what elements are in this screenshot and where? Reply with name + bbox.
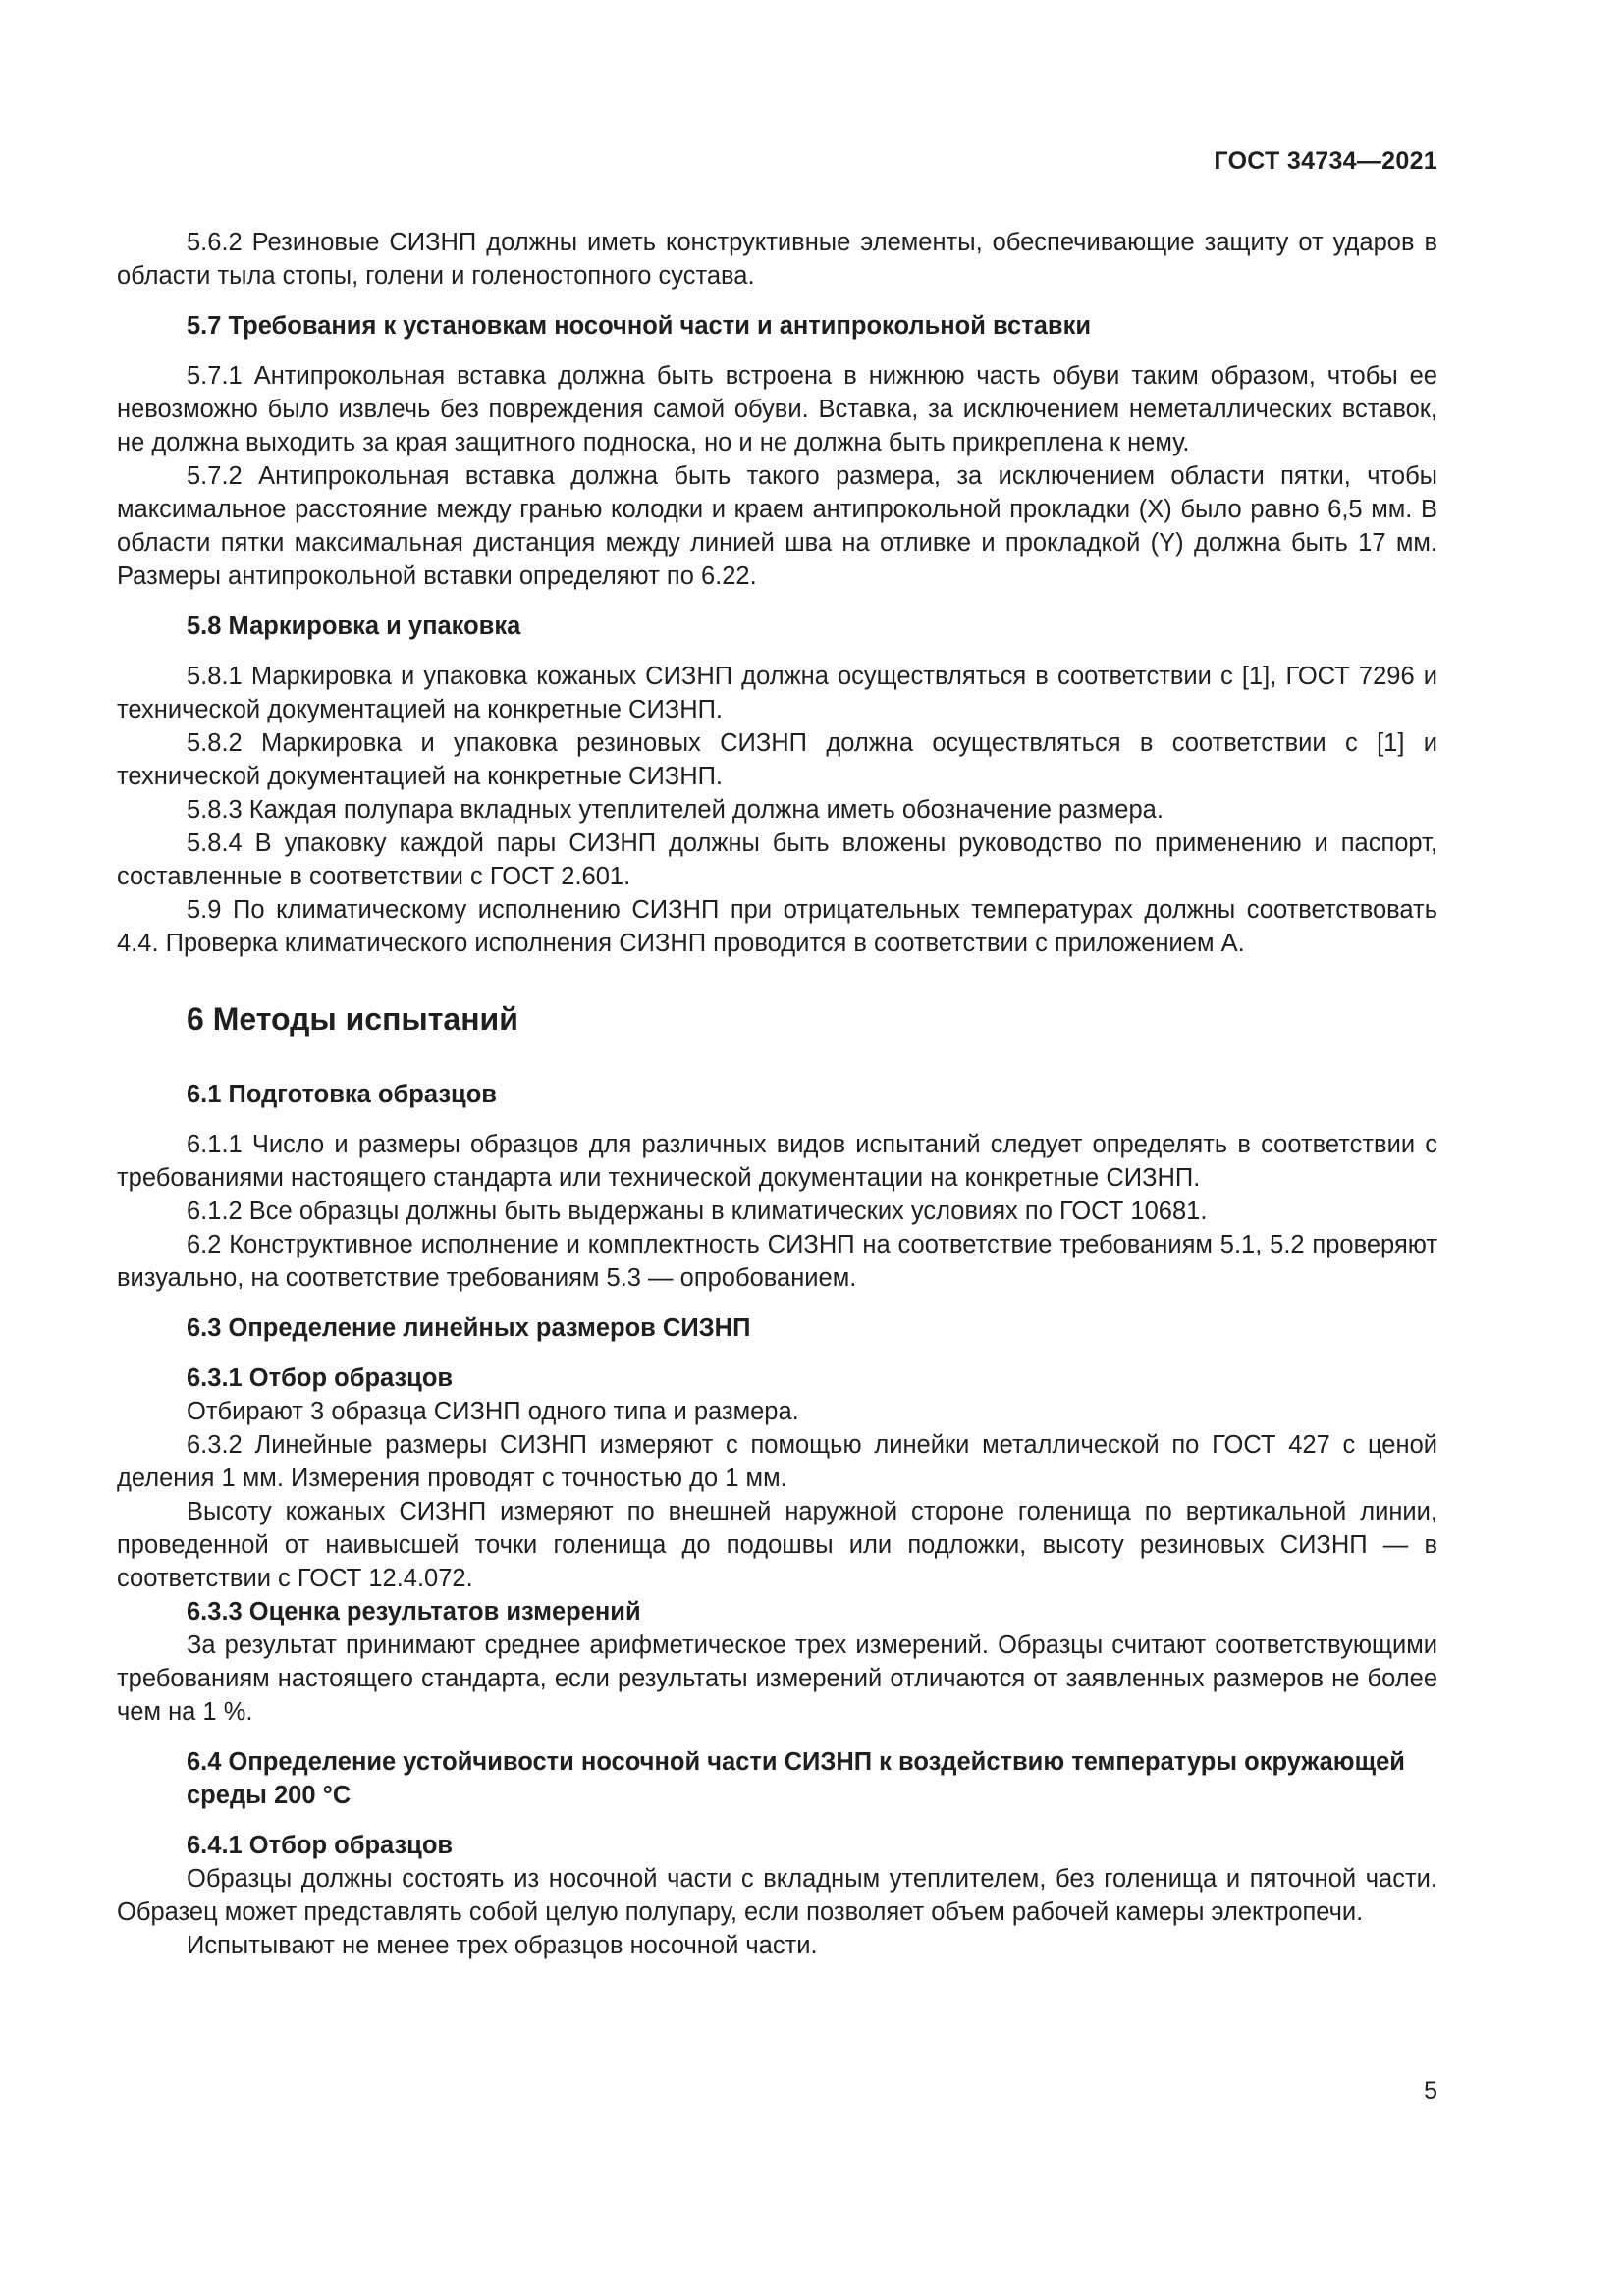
heading-5-8: 5.8 Маркировка и упаковка (187, 613, 521, 640)
paragraph-6-2: 6.2 Конструктивное исполнение и комплектность СИЗНП на соответствие требованиям 5.1, 5.2 проверяют визуально, на соответствие требованиям 5.3 — опробованием. (117, 1231, 1437, 1292)
heading-6-3-1: 6.3.1 Отбор образцов (187, 1364, 454, 1392)
paragraph-6-4-1: Образцы должны состоять из носочной части с вкладным утеплителем, без голенища и пяточной части. Образец может представлять собой целую полупару, если позволяет объем рабочей камеры электропечи. (117, 1865, 1437, 1926)
paragraph-6-1-1: 6.1.1 Число и размеры образцов для различных видов испытаний следует определять в соответствии с требованиями настоящего стандарта или технической документации на конкретные СИЗНП. (117, 1131, 1437, 1192)
document-body (117, 226, 1437, 1962)
paragraph-5-8-2: 5.8.2 Маркировка и упаковка резиновых СИЗНП должна осуществляться в соответствии с [1] и технической документацией на конкретные СИЗНП. (117, 729, 1437, 790)
heading-5-7: 5.7 Требования к установкам носочной части и антипрокольной вставки (187, 312, 1092, 340)
paragraph-5-8-4: 5.8.4 В упаковку каждой пары СИЗНП должны быть вложены руководство по применению и паспорт, составленные в соответствии с ГОСТ 2.601. (117, 829, 1437, 890)
heading-6-4: 6.4 Определение устойчивости носочной части СИЗНП к воздействию температуры окружающей среды 200 °С (187, 1748, 1405, 1809)
document-header: ГОСТ 34734—2021 (1214, 147, 1437, 175)
paragraph-5-7-2: 5.7.2 Антипрокольная вставка должна быть такого размера, за исключением области пятки, чтобы максимальное расстояние между гранью колодки и краем антипрокольной прокладки (X) было равно 6,5 мм. В области пятки максимальная дистанция между линией шва на отливке и прокладкой (Y) должна быть 17 мм. Размеры антипрокольной вставки определяют по 6.22. (117, 462, 1437, 590)
paragraph-5-8-3: 5.8.3 Каждая полупара вкладных утеплителей должна иметь обозначение размера. (187, 796, 1164, 824)
heading-6-1: 6.1 Подготовка образцов (187, 1081, 497, 1108)
paragraph-6-3-2: 6.3.2 Линейные размеры СИЗНП измеряют с помощью линейки металлической по ГОСТ 427 с ценой деления 1 мм. Измерения проводят с точностью до 1 мм. (117, 1431, 1437, 1492)
paragraph-6-1-2: 6.1.2 Все образцы должны быть выдержаны в климатических условиях по ГОСТ 10681. (187, 1198, 1208, 1225)
paragraph-6-3-1: Отбирают 3 образца СИЗНП одного типа и размера. (187, 1398, 799, 1425)
page-number: 5 (1424, 2077, 1437, 2105)
paragraph-6-3-2-height: Высоту кожаных СИЗНП измеряют по внешней наружной стороне голенища по вертикальной линии, проведенной от наивысшей точки голенища до подошвы или подложки, высоту резиновых СИЗНП — в соответствии с ГОСТ 12.4.072. (117, 1498, 1437, 1592)
heading-6-3: 6.3 Определение линейных размеров СИЗНП (187, 1314, 751, 1342)
paragraph-5-7-1: 5.7.1 Антипрокольная вставка должна быть встроена в нижнюю часть обуви таким образом, чтобы ее невозможно было извлечь без повреждения самой обуви. Вставка, за исключением неметаллических вставок, не должна выходить за края защитного подноска, но и не должна быть прикреплена к нему. (117, 362, 1437, 456)
paragraph-5-9: 5.9 По климатическому исполнению СИЗНП при отрицательных температурах должны соответствовать 4.4. Проверка климатического исполнения СИЗНП проводится в соответствии с приложением А. (117, 896, 1437, 957)
paragraph-6-3-3: За результат принимают среднее арифметическое трех измерений. Образцы считают соответствующими требованиям настоящего стандарта, если результаты измерений отличаются от заявленных размеров не более чем на 1 %. (117, 1631, 1437, 1726)
paragraph-6-4-1-count: Испытывают не менее трех образцов носочной части. (187, 1932, 818, 1959)
heading-6-4-1: 6.4.1 Отбор образцов (187, 1832, 454, 1859)
section-heading-6: 6 Методы испытаний (187, 1001, 518, 1037)
heading-6-3-3: 6.3.3 Оценка результатов измерений (187, 1598, 641, 1626)
paragraph-5-6-2: 5.6.2 Резиновые СИЗНП должны иметь конструктивные элементы, обеспечивающие защиту от ударов в области тыла стопы, голени и голеностопного сустава. (117, 229, 1437, 290)
paragraph-5-8-1: 5.8.1 Маркировка и упаковка кожаных СИЗНП должна осуществляться в соответствии с [1], ГОСТ 7296 и технической документацией на конкретные СИЗНП. (117, 663, 1437, 723)
